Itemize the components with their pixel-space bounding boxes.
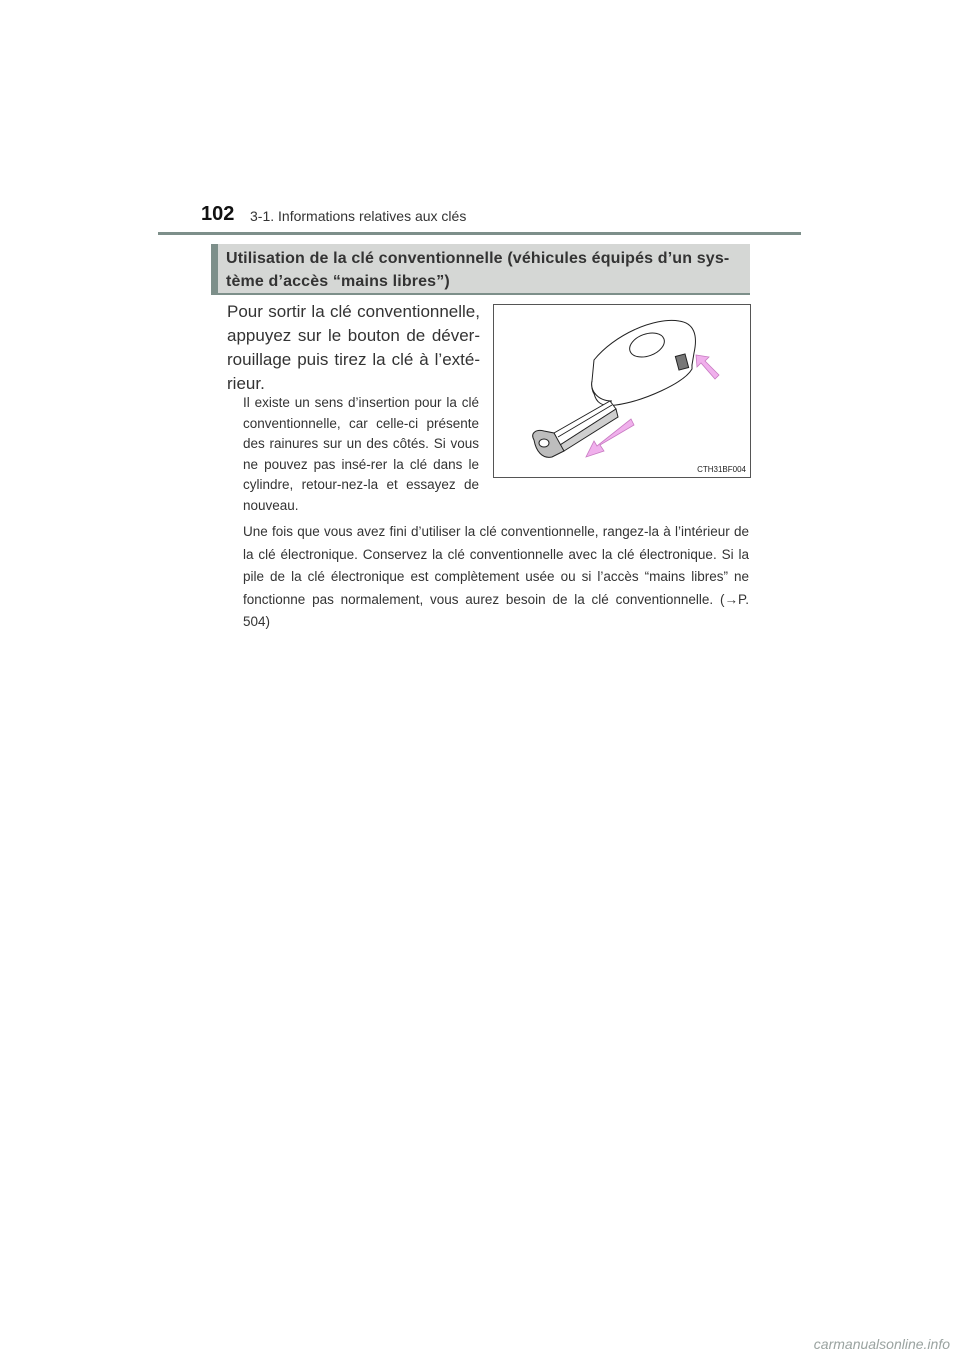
key-illustration bbox=[493, 304, 751, 478]
note-paragraph: Il existe un sens d’insertion pour la clé conventionnelle, car celle-ci présente des rainures sur un des côtés. Si vous ne pouvez pas insé-rer la clé dans le cylindre, retour-nez-la et essayez de nouveau. bbox=[243, 395, 479, 513]
key-drawing bbox=[494, 305, 750, 477]
page-number: 102 bbox=[201, 203, 235, 225]
heading-accent-bar bbox=[211, 244, 218, 295]
main-paragraph: Pour sortir la clé conventionnelle, appuyez sur le bouton de déver-rouillage puis tirez la clé à l’exté-rieur. bbox=[227, 302, 480, 393]
header-rule bbox=[158, 232, 801, 235]
section-title: 3-1. Informations relatives aux clés bbox=[250, 208, 467, 224]
smart-key-icon bbox=[592, 320, 696, 405]
bottom-paragraph: Une fois que vous avez fini d’utiliser la clé conventionnelle, rangez-la à l’intérieur de la clé électronique. Conservez la clé conventionnelle avec la clé électronique. Si la pile de la clé électronique est complètement usée ou si l’accès “mains libres” ne fonctionne pas normalement, vous aurez besoin de la clé conventionnelle. (→P. 504) bbox=[243, 524, 749, 629]
heading-text: Utilisation de la clé conventionnelle (véhicules équipés d’un sys-tème d’accès “mains libres”) bbox=[226, 250, 730, 290]
mechanical-key-icon bbox=[533, 401, 618, 457]
watermark: carmanualsonline.info bbox=[813, 1336, 950, 1352]
figure-code: CTH31BF004 bbox=[697, 465, 746, 474]
push-arrow-icon bbox=[696, 355, 719, 379]
